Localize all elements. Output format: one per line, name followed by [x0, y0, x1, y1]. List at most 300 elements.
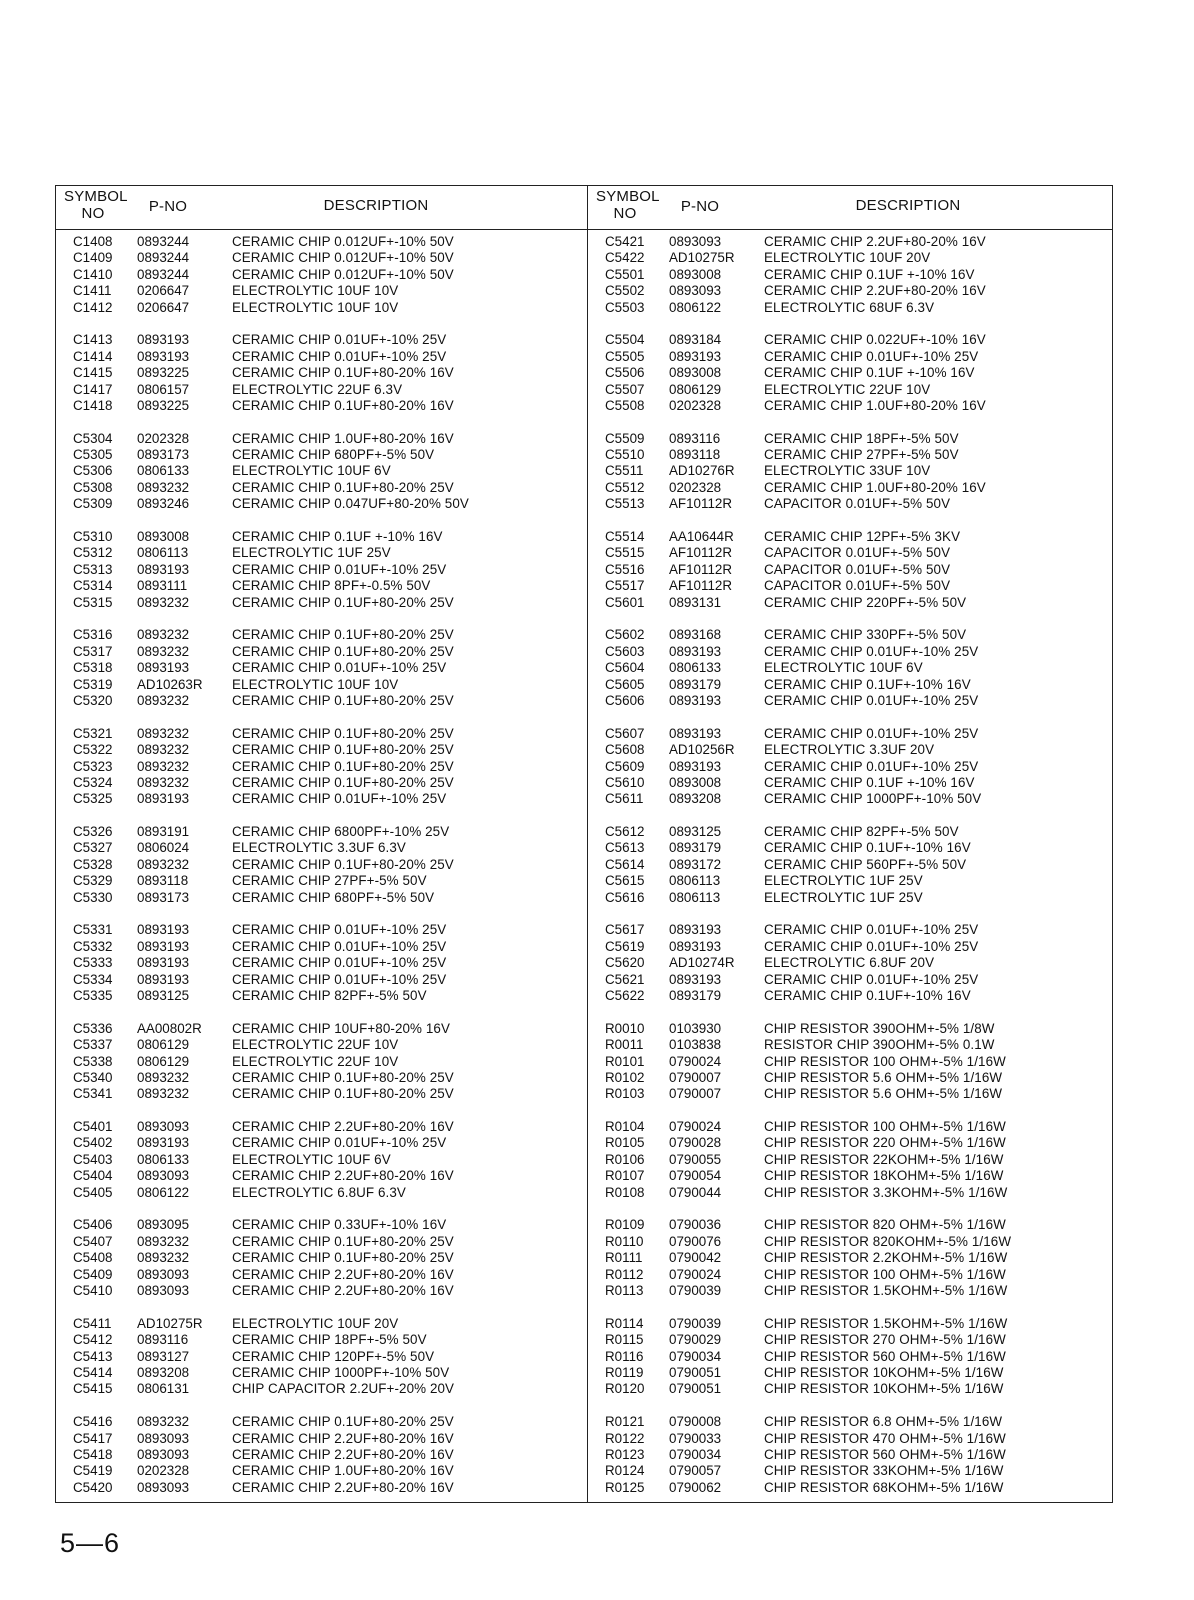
symbol-cell: C1412	[73, 299, 113, 315]
symbol-cell: C1411	[73, 283, 112, 299]
pno-cell: 0893093	[137, 1446, 190, 1462]
pno-cell: 0806129	[137, 1053, 190, 1069]
description-cell: CERAMIC CHIP 0.1UF+80-20% 25V	[232, 627, 454, 643]
pno-cell: 0893232	[137, 774, 190, 790]
table-row	[56, 1168, 587, 1184]
table-row	[588, 824, 1114, 840]
table-row	[56, 644, 587, 660]
description-cell: CERAMIC CHIP 0.01UF+-10% 25V	[232, 971, 447, 987]
pno-cell: 0790044	[669, 1184, 722, 1200]
description-cell: ELECTROLYTIC 10UF 10V	[232, 676, 399, 692]
symbol-cell: C5322	[73, 742, 113, 758]
description-cell: CERAMIC CHIP 27PF+-5% 50V	[764, 447, 959, 463]
table-row	[56, 545, 587, 561]
table-row	[56, 1381, 587, 1397]
table-row	[56, 742, 587, 758]
table-row	[588, 726, 1114, 742]
table-row	[56, 1480, 587, 1496]
description-cell: CHIP RESISTOR 1.5KOHM+-5% 1/16W	[764, 1315, 1008, 1331]
symbol-cell: C5407	[73, 1233, 113, 1249]
description-cell: CERAMIC CHIP 0.01UF+-10% 25V	[764, 725, 979, 741]
pno-cell: 0893193	[669, 725, 722, 741]
description-cell: CHIP RESISTOR 560 OHM+-5% 1/16W	[764, 1446, 1006, 1462]
description-cell: CERAMIC CHIP 120PF+-5% 50V	[232, 1348, 435, 1364]
description-cell: CERAMIC CHIP 1.0UF+80-20% 16V	[764, 479, 986, 495]
pno-cell: 0790055	[669, 1151, 722, 1167]
table-row	[588, 759, 1114, 775]
description-cell: ELECTROLYTIC 10UF 6V	[764, 660, 923, 676]
description-cell: CHIP RESISTOR 10KOHM+-5% 1/16W	[764, 1364, 1004, 1380]
table-row	[588, 1021, 1114, 1037]
pno-cell: 0893232	[137, 1414, 190, 1430]
table-row	[588, 250, 1114, 266]
table-row	[56, 955, 587, 971]
description-cell: CERAMIC CHIP 0.01UF+-10% 25V	[232, 1135, 447, 1151]
table-row	[588, 267, 1114, 283]
row-group	[588, 1021, 1114, 1103]
table-row	[56, 1250, 587, 1266]
table-row	[588, 890, 1114, 906]
symbol-cell: C5330	[73, 889, 113, 905]
pno-cell: 0790051	[669, 1381, 722, 1397]
symbol-cell: C5325	[73, 791, 113, 807]
table-row	[56, 972, 587, 988]
pno-cell: 0806122	[669, 299, 722, 315]
symbol-cell: C1409	[73, 250, 113, 266]
pno-cell: AA00802R	[137, 1020, 202, 1036]
row-group	[588, 234, 1114, 316]
pno-cell: 0790057	[669, 1463, 722, 1479]
table-row	[56, 1135, 587, 1151]
pno-cell: 0893008	[669, 365, 722, 381]
pno-cell: 0893093	[137, 1119, 190, 1135]
pno-cell: 0893193	[669, 643, 722, 659]
description-cell: CHIP RESISTOR 22KOHM+-5% 1/16W	[764, 1151, 1004, 1167]
table-row	[56, 939, 587, 955]
description-cell: CHIP RESISTOR 33KOHM+-5% 1/16W	[764, 1463, 1004, 1479]
description-cell: CERAMIC CHIP 82PF+-5% 50V	[232, 987, 427, 1003]
pno-cell: 0893232	[137, 856, 190, 872]
table-row	[588, 300, 1114, 316]
table-row	[588, 1185, 1114, 1201]
symbol-cell: C5334	[73, 971, 113, 987]
symbol-cell: R0101	[605, 1053, 645, 1069]
description-cell: CHIP RESISTOR 100 OHM+-5% 1/16W	[764, 1266, 1006, 1282]
symbol-cell: C5515	[605, 545, 645, 561]
description-cell: CERAMIC CHIP 8PF+-0.5% 50V	[232, 578, 431, 594]
description-cell: CHIP RESISTOR 220 OHM+-5% 1/16W	[764, 1135, 1006, 1151]
description-cell: CERAMIC CHIP 560PF+-5% 50V	[764, 856, 967, 872]
table-row	[56, 627, 587, 643]
pno-cell: 0893225	[137, 365, 190, 381]
pno-cell: 0790033	[669, 1430, 722, 1446]
symbol-cell: C5615	[605, 873, 645, 889]
pno-cell: 0790034	[669, 1348, 722, 1364]
table-row	[588, 1316, 1114, 1332]
table-row	[588, 382, 1114, 398]
table-row	[56, 1234, 587, 1250]
symbol-cell: C5308	[73, 479, 113, 495]
description-cell: CERAMIC CHIP 1.0UF+80-20% 16V	[232, 1463, 454, 1479]
table-row	[588, 1119, 1114, 1135]
description-cell: CERAMIC CHIP 2.2UF+80-20% 16V	[232, 1283, 454, 1298]
description-header: DESCRIPTION	[855, 197, 961, 214]
symbol-cell: C5306	[73, 463, 113, 479]
symbol-cell: C5333	[73, 955, 113, 971]
table-row	[56, 1414, 587, 1430]
table-row	[56, 1119, 587, 1135]
symbol-cell: R0112	[605, 1266, 644, 1282]
table-row	[56, 300, 587, 316]
row-group	[56, 1414, 587, 1496]
pno-cell: 0790007	[669, 1086, 722, 1102]
pno-cell: 0806129	[669, 381, 722, 397]
description-cell: CERAMIC CHIP 330PF+-5% 50V	[764, 627, 967, 643]
symbol-cell: C5332	[73, 938, 113, 954]
table-row	[56, 857, 587, 873]
pno-cell: 0893168	[669, 627, 722, 643]
description-cell: ELECTROLYTIC 22UF 10V	[764, 381, 931, 397]
symbol-cell: C5324	[73, 774, 113, 790]
symbol-cell: C5503	[605, 299, 645, 315]
left-column	[56, 186, 587, 1502]
row-group	[588, 627, 1114, 709]
pno-cell: AD10275R	[669, 250, 735, 266]
description-cell: CERAMIC CHIP 0.047UF+80-20% 50V	[232, 496, 469, 512]
description-cell: CHIP RESISTOR 1.5KOHM+-5% 1/16W	[764, 1283, 1008, 1298]
description-cell: CERAMIC CHIP 0.1UF+80-20% 25V	[232, 758, 454, 774]
table-row	[588, 529, 1114, 545]
table-row	[588, 1037, 1114, 1053]
table-row	[588, 1135, 1114, 1151]
table-row	[588, 234, 1114, 250]
row-group	[588, 332, 1114, 414]
pno-cell: 0893193	[669, 692, 722, 708]
table-row	[56, 431, 587, 447]
table-row	[588, 857, 1114, 873]
description-cell: CERAMIC CHIP 0.1UF +-10% 16V	[232, 529, 443, 545]
table-row	[56, 480, 587, 496]
symbol-cell: R0011	[605, 1037, 644, 1053]
description-cell: CERAMIC CHIP 0.01UF+-10% 25V	[232, 791, 447, 807]
symbol-cell: C5335	[73, 987, 113, 1003]
pno-cell: 0893131	[669, 594, 722, 610]
pno-cell: AF10112R	[669, 545, 733, 561]
table-row	[56, 1283, 587, 1299]
symbol-cell: C5511	[605, 463, 644, 479]
table-row	[588, 545, 1114, 561]
symbol-cell: C5314	[73, 578, 113, 594]
table-row	[588, 922, 1114, 938]
symbol-cell: C5506	[605, 365, 645, 381]
symbol-cell: C5408	[73, 1250, 113, 1266]
symbol-cell: C5414	[73, 1364, 113, 1380]
pno-cell: 0202328	[137, 430, 190, 446]
symbol-cell: C5418	[73, 1446, 113, 1462]
pno-cell: 0893125	[137, 987, 190, 1003]
table-row	[56, 1463, 587, 1479]
pno-cell: 0806131	[137, 1381, 190, 1397]
pno-cell: 0893008	[669, 774, 722, 790]
symbol-cell: R0109	[605, 1217, 645, 1233]
symbol-cell: C1410	[73, 266, 113, 282]
symbol-cell: C5507	[605, 381, 645, 397]
table-row	[588, 332, 1114, 348]
table-row	[588, 463, 1114, 479]
symbol-cell: C5607	[605, 725, 645, 741]
table-row	[56, 496, 587, 512]
pno-header: P-NO	[680, 198, 720, 215]
description-cell: CHIP RESISTOR 820 OHM+-5% 1/16W	[764, 1217, 1006, 1233]
symbol-cell: R0119	[605, 1364, 644, 1380]
table-row	[56, 595, 587, 611]
symbol-cell: C5329	[73, 873, 113, 889]
table-row	[588, 595, 1114, 611]
symbol-cell: C5609	[605, 758, 645, 774]
table-row	[56, 1086, 587, 1102]
description-cell: CERAMIC CHIP 1.0UF+80-20% 16V	[232, 430, 454, 446]
description-cell: CHIP RESISTOR 560 OHM+-5% 1/16W	[764, 1348, 1006, 1364]
table-row	[56, 447, 587, 463]
table-row	[588, 349, 1114, 365]
table-row	[588, 1267, 1114, 1283]
pno-cell: 0790029	[669, 1332, 722, 1348]
description-cell: CHIP RESISTOR 18KOHM+-5% 1/16W	[764, 1168, 1004, 1184]
description-cell: CERAMIC CHIP 0.01UF+-10% 25V	[764, 643, 979, 659]
description-cell: CHIP RESISTOR 100 OHM+-5% 1/16W	[764, 1053, 1006, 1069]
pno-cell: 0806129	[137, 1037, 190, 1053]
pno-cell: 0893093	[137, 1430, 190, 1446]
symbol-cell: R0120	[605, 1381, 645, 1397]
symbol-cell: C5509	[605, 430, 645, 446]
description-cell: ELECTROLYTIC 3.3UF 20V	[764, 742, 935, 758]
description-cell: CERAMIC CHIP 680PF+-5% 50V	[232, 447, 435, 463]
row-group	[588, 1119, 1114, 1201]
symbol-cell: C5502	[605, 283, 645, 299]
pno-cell: 0790076	[669, 1233, 722, 1249]
pno-cell: 0893193	[137, 348, 190, 364]
pno-cell: 0893244	[137, 234, 190, 249]
symbol-cell: R0121	[605, 1414, 645, 1430]
table-row	[588, 660, 1114, 676]
symbol-cell: C5616	[605, 889, 645, 905]
symbol-cell: C5417	[73, 1430, 113, 1446]
symbol-cell: C5505	[605, 348, 645, 364]
table-row	[588, 775, 1114, 791]
pno-cell: 0893172	[669, 856, 722, 872]
table-row	[56, 529, 587, 545]
pno-cell: 0893184	[669, 332, 722, 348]
table-row	[56, 1332, 587, 1348]
symbol-cell: C5604	[605, 660, 645, 676]
description-cell: CHIP RESISTOR 470 OHM+-5% 1/16W	[764, 1430, 1006, 1446]
row-group	[588, 922, 1114, 1004]
description-cell: ELECTROLYTIC 33UF 10V	[764, 463, 931, 479]
table-row	[56, 1431, 587, 1447]
symbol-cell: R0113	[605, 1283, 644, 1298]
table-row	[56, 1152, 587, 1168]
description-cell: CERAMIC CHIP 0.1UF+-10% 16V	[764, 840, 971, 856]
pno-cell: 0790036	[669, 1217, 722, 1233]
row-group	[56, 726, 587, 808]
description-cell: CERAMIC CHIP 2.2UF+80-20% 16V	[232, 1119, 454, 1135]
table-row	[56, 283, 587, 299]
table-row	[56, 332, 587, 348]
table-row	[588, 431, 1114, 447]
description-cell: CERAMIC CHIP 0.01UF+-10% 25V	[232, 955, 447, 971]
description-cell: CERAMIC CHIP 0.01UF+-10% 25V	[232, 561, 447, 577]
pno-cell: 0206647	[137, 299, 190, 315]
symbol-cell: C1414	[73, 348, 113, 364]
symbol-cell: C5413	[73, 1348, 113, 1364]
symbol-cell: C5317	[73, 643, 113, 659]
description-cell: CERAMIC CHIP 6800PF+-10% 25V	[232, 824, 450, 840]
symbol-cell: C5605	[605, 676, 645, 692]
description-cell: CHIP RESISTOR 820KOHM+-5% 1/16W	[764, 1233, 1012, 1249]
description-cell: ELECTROLYTIC 10UF 20V	[232, 1315, 399, 1331]
description-cell: CHIP RESISTOR 6.8 OHM+-5% 1/16W	[764, 1414, 1003, 1430]
table-row	[56, 890, 587, 906]
pno-cell: 0790039	[669, 1283, 722, 1298]
table-row	[588, 365, 1114, 381]
description-cell: CERAMIC CHIP 10UF+80-20% 16V	[232, 1020, 451, 1036]
symbol-cell: C5610	[605, 774, 645, 790]
description-cell: CHIP RESISTOR 100 OHM+-5% 1/16W	[764, 1119, 1006, 1135]
pno-cell: 0893232	[137, 627, 190, 643]
pno-cell: 0893232	[137, 1250, 190, 1266]
description-cell: CERAMIC CHIP 0.1UF+80-20% 25V	[232, 1086, 454, 1102]
symbol-cell: C5621	[605, 971, 645, 987]
table-row	[56, 988, 587, 1004]
description-cell: CERAMIC CHIP 1000PF+-10% 50V	[232, 1364, 450, 1380]
symbol-cell: C5318	[73, 660, 113, 676]
row-group	[588, 726, 1114, 808]
description-cell: CERAMIC CHIP 0.1UF+80-20% 25V	[232, 774, 454, 790]
description-cell: CAPACITOR 0.01UF+-5% 50V	[764, 578, 951, 594]
pno-cell: 0893193	[137, 332, 190, 348]
symbol-cell: R0010	[605, 1020, 645, 1036]
table-row	[56, 677, 587, 693]
table-row	[588, 1086, 1114, 1102]
symbol-cell: R0115	[605, 1332, 644, 1348]
symbol-cell: C5622	[605, 987, 645, 1003]
pno-cell: 0893179	[669, 840, 722, 856]
table-row	[56, 250, 587, 266]
row-group	[56, 1021, 587, 1103]
description-cell: RESISTOR CHIP 390OHM+-5% 0.1W	[764, 1037, 995, 1053]
table-row	[56, 1021, 587, 1037]
description-cell: CERAMIC CHIP 0.1UF+80-20% 25V	[232, 856, 454, 872]
description-cell: CHIP RESISTOR 390OHM+-5% 1/8W	[764, 1020, 995, 1036]
symbol-cell: C5312	[73, 545, 113, 561]
description-cell: CERAMIC CHIP 0.1UF +-10% 16V	[764, 365, 975, 381]
table-row	[588, 627, 1114, 643]
symbol-cell: C5404	[73, 1168, 113, 1184]
description-cell: ELECTROLYTIC 22UF 10V	[232, 1037, 399, 1053]
table-row	[56, 1349, 587, 1365]
symbol-cell: C1417	[73, 381, 113, 397]
pno-cell: AF10112R	[669, 578, 733, 594]
pno-cell: 0806157	[137, 381, 190, 397]
symbol-cell: C5602	[605, 627, 645, 643]
table-row	[56, 1267, 587, 1283]
table-row	[588, 1250, 1114, 1266]
symbol-cell: C5340	[73, 1069, 113, 1085]
table-row	[588, 1365, 1114, 1381]
table-row	[588, 972, 1114, 988]
row-group	[56, 824, 587, 906]
row-group	[588, 1217, 1114, 1299]
row-group	[56, 332, 587, 414]
pno-cell: 0806113	[669, 873, 721, 889]
table-row	[56, 349, 587, 365]
description-cell: CERAMIC CHIP 0.01UF+-10% 25V	[764, 692, 979, 708]
description-cell: CAPACITOR 0.01UF+-5% 50V	[764, 561, 951, 577]
pno-cell: 0893127	[137, 1348, 190, 1364]
row-group	[588, 1414, 1114, 1496]
pno-cell: AF10112R	[669, 561, 733, 577]
table-row	[588, 496, 1114, 512]
symbol-cell: C5419	[73, 1463, 113, 1479]
pno-cell: 0790024	[669, 1266, 722, 1282]
pno-cell: 0893244	[137, 266, 190, 282]
symbol-cell: C5327	[73, 840, 113, 856]
symbol-cell: C5516	[605, 561, 645, 577]
symbol-cell: C5601	[605, 594, 645, 610]
symbol-cell: C5338	[73, 1053, 113, 1069]
symbol-cell: C5504	[605, 332, 645, 348]
row-group	[56, 431, 587, 513]
description-cell: CERAMIC CHIP 18PF+-5% 50V	[764, 430, 959, 446]
pno-cell: 0893093	[137, 1283, 190, 1298]
description-cell: CERAMIC CHIP 0.01UF+-10% 25V	[232, 938, 447, 954]
table-row	[56, 1365, 587, 1381]
table-row	[588, 1480, 1114, 1496]
description-cell: CAPACITOR 0.01UF+-5% 50V	[764, 545, 951, 561]
pno-cell: 0790062	[669, 1479, 722, 1495]
symbol-cell: R0114	[605, 1315, 644, 1331]
description-cell: CERAMIC CHIP 0.1UF+-10% 16V	[764, 676, 971, 692]
table-row	[56, 824, 587, 840]
description-cell: ELECTROLYTIC 10UF 20V	[764, 250, 931, 266]
description-cell: ELECTROLYTIC 22UF 10V	[232, 1053, 399, 1069]
description-cell: CERAMIC CHIP 0.01UF+-10% 25V	[764, 938, 979, 954]
pno-cell: 0893118	[669, 447, 721, 463]
table-row	[588, 447, 1114, 463]
description-cell: CERAMIC CHIP 2.2UF+80-20% 16V	[232, 1446, 454, 1462]
symbol-no-header: SYMBOL NO	[596, 188, 660, 222]
symbol-cell: R0102	[605, 1069, 645, 1085]
pno-cell: 0893095	[137, 1217, 190, 1233]
description-cell: CERAMIC CHIP 2.2UF+80-20% 16V	[232, 1266, 454, 1282]
description-cell: CERAMIC CHIP 2.2UF+80-20% 16V	[232, 1168, 454, 1184]
pno-cell: 0893093	[669, 283, 722, 299]
symbol-cell: C5513	[605, 496, 645, 512]
description-cell: CERAMIC CHIP 0.1UF+80-20% 25V	[232, 1069, 454, 1085]
symbol-cell: R0122	[605, 1430, 645, 1446]
symbol-cell: C5331	[73, 922, 113, 938]
symbol-cell: C5415	[73, 1381, 113, 1397]
symbol-cell: C5614	[605, 856, 645, 872]
row-group	[588, 1316, 1114, 1398]
symbol-cell: C5402	[73, 1135, 113, 1151]
pno-cell: 0893116	[669, 430, 721, 446]
description-cell: CERAMIC CHIP 0.1UF+80-20% 25V	[232, 742, 454, 758]
table-row	[56, 1185, 587, 1201]
description-cell: CHIP RESISTOR 3.3KOHM+-5% 1/16W	[764, 1184, 1008, 1200]
table-row	[588, 480, 1114, 496]
symbol-cell: C5603	[605, 643, 645, 659]
